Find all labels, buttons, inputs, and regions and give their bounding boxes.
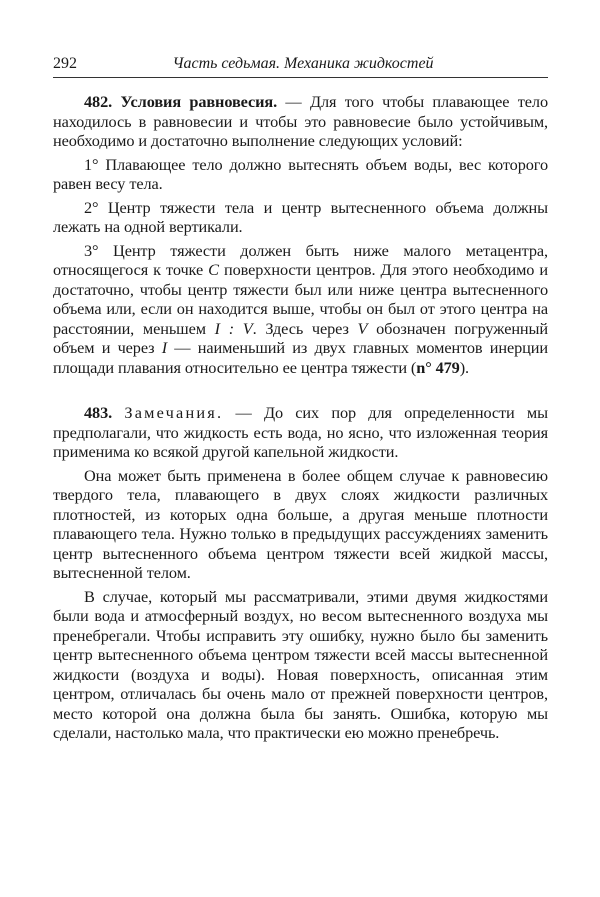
condition-3-text: . Здесь через <box>252 318 358 338</box>
condition-3 <box>53 241 548 378</box>
symbol-v: V <box>357 318 368 338</box>
symbol-i: I <box>161 338 168 357</box>
condition-3-text: обозначен погруженный объем и через <box>53 318 548 357</box>
section-483-para-1-text: — До сих пор для определенности мы предполагали, что жидкость есть вода, но ясно, что изложенная теория применима ко всякой другой капельной жидкости. <box>53 403 548 461</box>
running-head <box>53 55 548 78</box>
condition-3-end: ). <box>459 357 470 377</box>
section-483 <box>53 403 548 743</box>
section-482-intro <box>53 92 548 151</box>
section-482-title: Условия равновесия. <box>120 92 278 111</box>
section-gap <box>53 377 548 403</box>
section-482 <box>53 92 548 377</box>
section-483-para-1 <box>53 403 548 462</box>
condition-2: 2° Центр тяжести тела и центр вытесненного объема должны лежать на одной вертикали. <box>53 197 548 236</box>
ratio-i-over-v: I : V <box>214 318 253 338</box>
condition-1: 1° Плавающее тело должно вытеснять объем воды, вес которого равен весу тела. <box>53 154 548 193</box>
section-482-number: 482. <box>84 92 113 111</box>
condition-3-text: — наименьший из двух главных моментов инерции площади плавания относительно ее центра тяжести ( <box>53 338 549 377</box>
symbol-c: C <box>208 260 219 279</box>
condition-3-text: 3° Центр тяжести должен быть ниже малого метацентра, относящегося к точке <box>53 240 548 279</box>
page-number: 292 <box>53 55 77 72</box>
section-483-para-2: Она может быть применена в более общем случае к равновесию твердого тела, плавающего в двух слоях жидкости различных плотностей, из которых одна больше, а другая меньше плотности плавающего тела. Нужно только в предыдущих рассуждениях заменить центр вытесненного объема центром тяжести всей жидкой массы, вытесненной телом. <box>53 465 548 582</box>
section-483-para-3: В случае, который мы рассматривали, этими двумя жидкостями были вода и атмосферный воздух, но весом вытесненного воздуха мы пренебрегали. Чтобы исправить эту ошибку, нужно было бы заменить центр вытесненного объема центром тяжести всей массы вытесненной жидкости (воздуха и воды). Новая поверхность, описанная этим центром, отличалась бы очень мало от прежней поверхности центров, место которой она должна была бы занять. Ошибка, которую мы сделали, настолько мала, что практически ею можно пренебречь. <box>53 586 548 742</box>
condition-3-text: поверхности центров. Для этого необходимо и достаточно, чтобы центр тяжести был или ниже центра вытесненного объема или, если он находится выше, чтобы он был от этого центра на расстоянии, меньшем <box>53 260 549 338</box>
book-page <box>53 55 548 743</box>
running-title: Часть седьмая. Механика жидкостей <box>172 55 434 72</box>
section-482-intro-text: — Для того чтобы плавающее тело находилось в равновесии и чтобы это равновесие было устойчивым, необходимо и достаточно выполнение следующих условий: <box>53 92 548 150</box>
section-483-title: Замечания. <box>124 403 224 422</box>
section-483-number: 483. <box>84 403 113 422</box>
cross-reference: n° 479 <box>416 357 460 377</box>
